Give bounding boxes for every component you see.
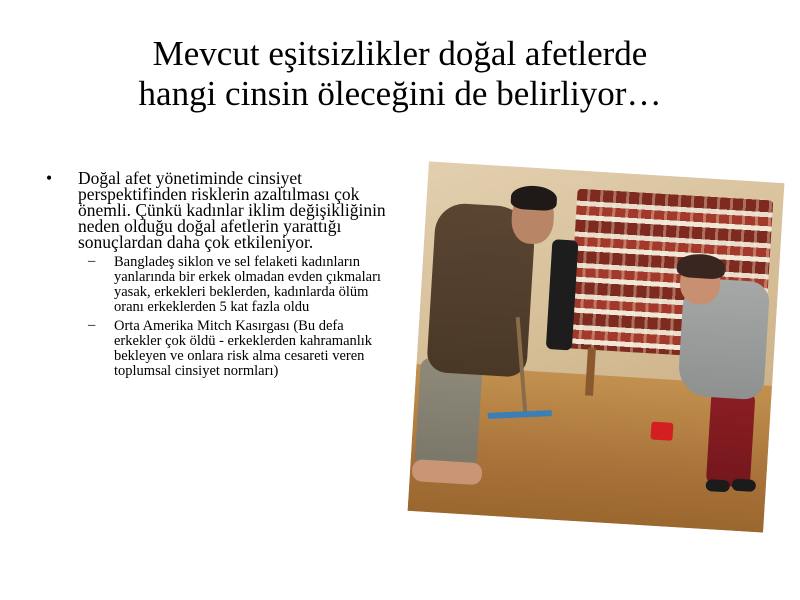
title-line-2: hangi cinsin öleceğini de belirliyor… (138, 74, 662, 113)
sub-bullet-marker: – (88, 253, 96, 269)
woman-shoe (705, 479, 730, 492)
sub-bullet-item (40, 319, 390, 379)
slide-body (40, 170, 390, 379)
woman-figure-legs (706, 389, 756, 488)
sub-bullet-text: Bangladeş siklon ve sel felaketi kadınların yanlarında bir erkek olmadan evden çıkmaları yasak, erkekleri beklerden, kadınlarda ölüm oranı erkeklerden 5 kat fazla oldu (114, 254, 381, 315)
woman-shoe (731, 479, 756, 492)
slide-photo (408, 161, 785, 532)
bullet-item (40, 170, 390, 250)
man-figure-feet (411, 459, 482, 485)
slide-title (40, 34, 760, 114)
red-cloth (650, 422, 673, 441)
photo-scene (408, 161, 785, 532)
sub-bullet-text: Orta Amerika Mitch Kasırgası (Bu defa erkekler çok öldü - erkeklerden kahramanlık bekleyen ve onlara risk alma cesareti veren toplumsal cinsiyet normları) (114, 318, 373, 379)
sub-bullet-marker: – (88, 317, 96, 333)
title-line-1: Mevcut eşitsizlikler doğal afetlerde (152, 34, 648, 73)
bullet-marker: • (46, 168, 53, 188)
bullet-text: Doğal afet yönetiminde cinsiyet perspektifinden risklerin azaltılması çok önemli. Çünkü kadınlar iklim değişikliğinin neden olduğu doğal afetlerin yarattığı sonuçlardan daha çok etkileniyor. (78, 168, 386, 252)
sub-bullet-item (40, 255, 390, 315)
